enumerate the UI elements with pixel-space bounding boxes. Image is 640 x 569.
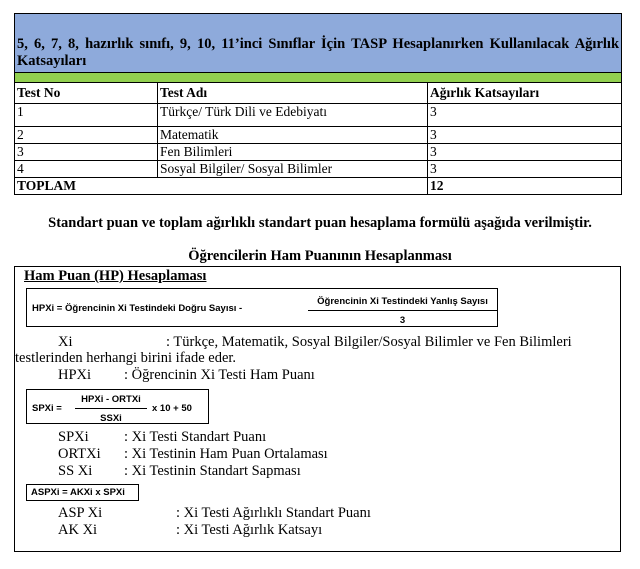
table-row (15, 144, 622, 161)
table-header-row (15, 83, 622, 104)
def-desc-akxi: : Xi Testi Ağırlık Katsayı (176, 522, 323, 538)
def-term-ssxi: SS Xi (58, 463, 93, 479)
header-test-name: Test Adı (158, 83, 428, 104)
header-weight: Ağırlık Katsayıları (428, 83, 622, 104)
def-term-hpxi: HPXi (58, 367, 92, 383)
hp-formula-lhs: HPXi = Öğrencinin Xi Testindeki Doğru Sayısı - (32, 303, 243, 314)
table-row (15, 104, 622, 127)
def-desc-hpxi: : Öğrencinin Xi Testi Ham Puanı (124, 367, 315, 383)
sp-formula-lhs: SPXi = (32, 403, 62, 414)
sp-formula-numerator: HPXi - ORTXi (75, 394, 147, 409)
def-term-aspxi: ASP Xi (58, 505, 103, 521)
table-total-row (15, 178, 622, 195)
def-term-xi: Xi (58, 334, 73, 350)
cell-test-name: Matematik (158, 127, 428, 144)
def-desc-xi: : Türkçe, Matematik, Sosyal Bilgiler/Sosyal Bilimler ve Fen Bilimleri (166, 334, 572, 350)
cell-test-name: Fen Bilimleri (158, 144, 428, 161)
hp-formula (26, 288, 498, 327)
sp-formula-fraction (75, 394, 147, 424)
def-term-akxi: AK Xi (58, 522, 98, 538)
header-test-no: Test No (15, 83, 158, 104)
cell-test-no: 2 (15, 127, 158, 144)
weights-table (14, 13, 622, 195)
def-desc-ortxi: : Xi Testinin Ham Puan Ortalaması (124, 446, 328, 462)
hp-formula-denominator: 3 (399, 315, 406, 326)
def-desc-aspxi: : Xi Testi Ağırlıklı Standart Puanı (176, 505, 371, 521)
intro-text: Standart puan ve toplam ağırlıklı standart puan hesaplama formülü aşağıda verilmiştir. (48, 215, 592, 231)
cell-weight: 3 (428, 161, 622, 178)
table-accent-strip (15, 73, 622, 83)
def-desc-ssxi: : Xi Testinin Standart Sapması (124, 463, 301, 479)
sp-formula-denominator: SSXi (100, 413, 122, 424)
table-row (15, 127, 622, 144)
table-row (15, 161, 622, 178)
def-desc-xi-cont: testlerinden herhangi birini ifade eder. (15, 350, 237, 366)
def-desc-spxi: : Xi Testi Standart Puanı (124, 429, 267, 445)
cell-weight: 3 (428, 127, 622, 144)
table-title: 5, 6, 7, 8, hazırlık sınıfı, 9, 10, 11’inci Sınıflar İçin TASP Hesaplanırken Kullanılacak Ağırlık Katsayıları (15, 14, 622, 73)
hp-formula-numerator: Öğrencinin Xi Testindeki Yanlış Sayısı (308, 296, 497, 311)
def-term-spxi: SPXi (58, 429, 89, 445)
cell-test-name: Türkçe/ Türk Dili ve Edebiyatı (158, 104, 428, 127)
cell-test-name: Sosyal Bilgiler/ Sosyal Bilimler (158, 161, 428, 178)
section-title: Öğrencilerin Ham Puanının Hesaplanması (188, 248, 452, 264)
asp-formula: ASPXi = AKXi x SPXi (26, 484, 139, 501)
total-label: TOPLAM (15, 178, 428, 195)
sp-formula (26, 389, 209, 424)
cell-test-no: 4 (15, 161, 158, 178)
hp-title: Ham Puan (HP) Hesaplaması (24, 268, 207, 284)
table-title-row (15, 14, 622, 73)
hp-formula-fraction (308, 296, 497, 326)
total-value: 12 (428, 178, 622, 195)
cell-weight: 3 (428, 104, 622, 127)
def-term-ortxi: ORTXi (58, 446, 101, 462)
sp-formula-scale: x 10 + 50 (152, 403, 192, 414)
cell-test-no: 1 (15, 104, 158, 127)
cell-weight: 3 (428, 144, 622, 161)
cell-test-no: 3 (15, 144, 158, 161)
